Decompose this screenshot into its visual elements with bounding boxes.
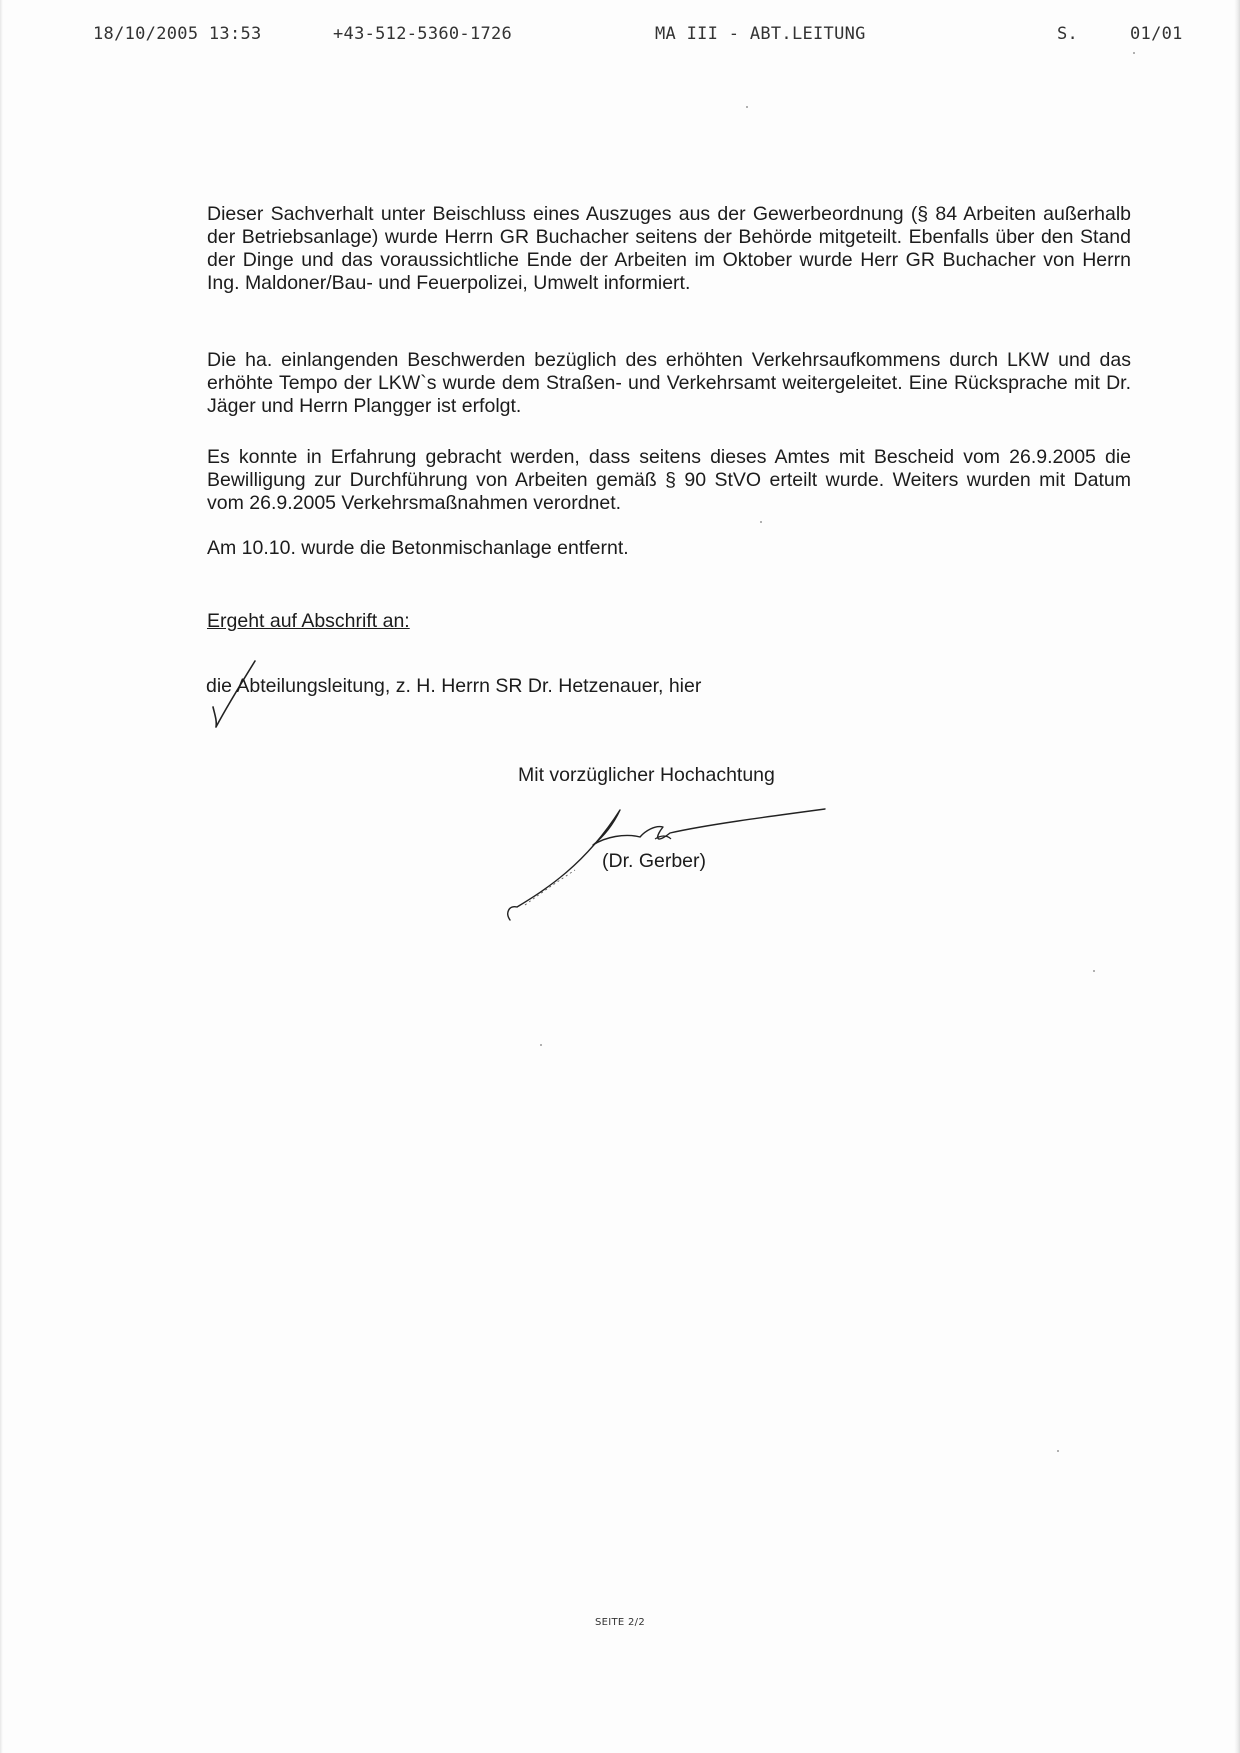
page-footer: SEITE 2/2 [594, 1617, 645, 1628]
scan-speck [1093, 970, 1095, 972]
paragraph-3: Es konnte in Erfahrung gebracht werden, dass seitens dieses Amtes mit Bescheid vom 26.9.2005 die Bewilligung zur Durchführung von Arbeiten gemäß § 90 StVO erteilt wurde. Weiters wurden mit Datum vom 26.9.2005 Verkehrsmaßnahmen verordnet. [207, 446, 1131, 514]
fax-phone-number: +43-512-5360-1726 [333, 24, 513, 44]
scan-speck [746, 106, 748, 108]
fax-page-number: 01/01 [1130, 24, 1183, 44]
copy-to-recipient: die Abteilungsleitung, z. H. Herrn SR Dr. Hetzenauer, hier [206, 675, 702, 697]
scan-speck [540, 1044, 542, 1046]
closing-salutation: Mit vorzüglicher Hochachtung [518, 764, 775, 786]
signatory-name: (Dr. Gerber) [602, 850, 707, 872]
scan-edge-left [0, 0, 3, 1753]
fax-page-label: S. [1057, 24, 1079, 44]
fax-transmission-header [0, 24, 1240, 50]
copy-to-heading: Ergeht auf Abschrift an: [207, 610, 410, 632]
scan-speck [1057, 1450, 1059, 1452]
paragraph-2: Die ha. einlangenden Beschwerden bezüglich des erhöhten Verkehrsaufkommens durch LKW und das erhöhte Tempo der LKW`s wurde dem Straßen- und Verkehrsamt weitergeleitet. Eine Rücksprache mit Dr. Jäger und Herrn Plangger ist erfolgt. [207, 349, 1131, 417]
scan-speck [1133, 52, 1135, 54]
fax-datetime: 18/10/2005 13:53 [93, 24, 262, 44]
paragraph-1: Dieser Sachverhalt unter Beischluss eines Auszuges aus der Gewerbeordnung (§ 84 Arbeiten außerhalb der Betriebsanlage) wurde Herrn GR Buchacher seitens der Behörde mitgeteilt. Ebenfalls über den Stand der Dinge und das voraussichtliche Ende der Arbeiten im Oktober wurde Herr GR Buchacher von Herrn Ing. Maldoner/Bau- und Feuerpolizei, Umwelt informiert. [207, 203, 1131, 294]
scan-edge-right [1234, 0, 1240, 1753]
scan-speck [760, 521, 762, 523]
paragraph-4: Am 10.10. wurde die Betonmischanlage entfernt. [207, 537, 629, 559]
fax-department: MA III - ABT.LEITUNG [655, 24, 866, 44]
